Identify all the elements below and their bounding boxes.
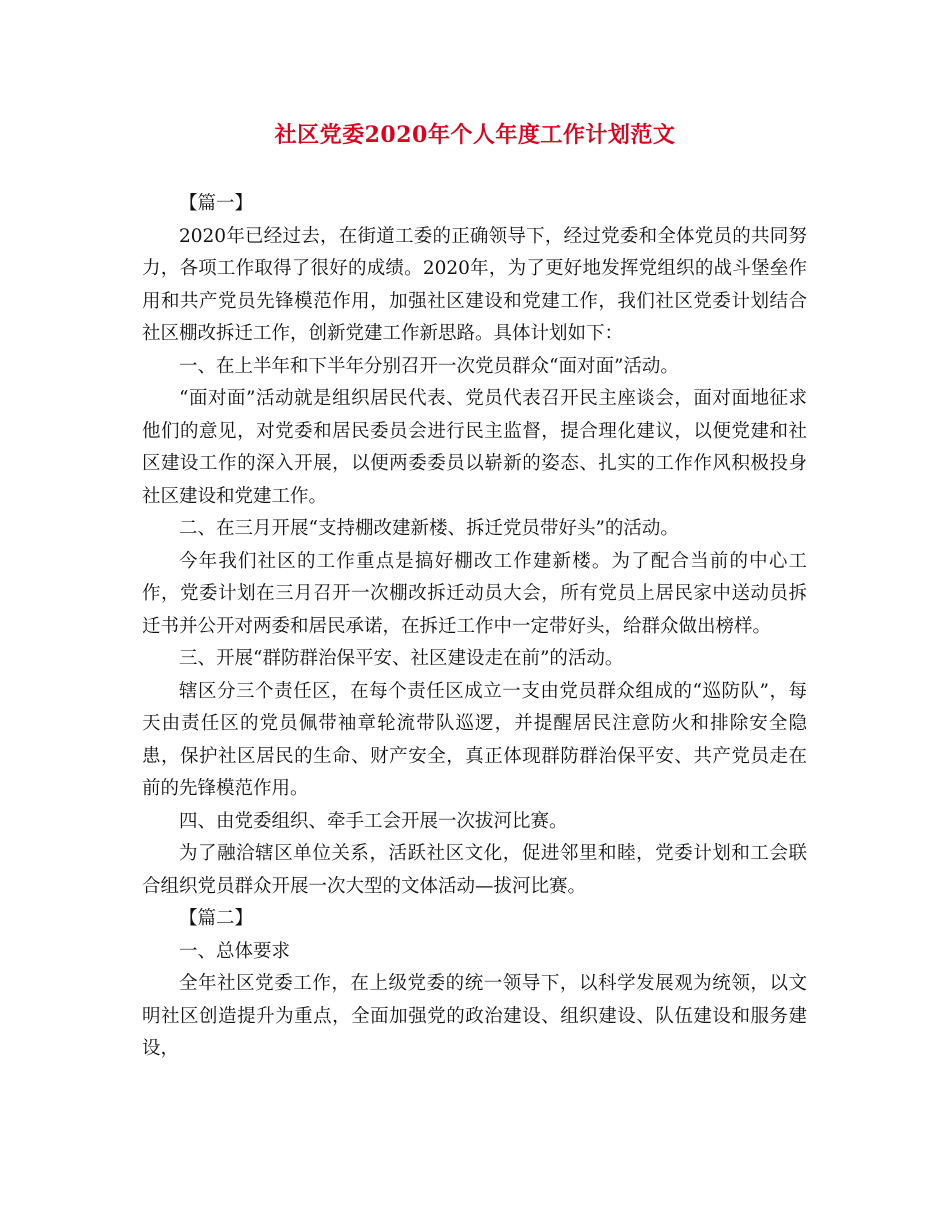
section-heading: 【篇二】	[179, 908, 254, 929]
section-heading: 【篇一】	[179, 193, 254, 214]
list-item-heading: 一、总体要求	[179, 940, 291, 962]
document-title: 社区党委2020年个人年度工作计划范文	[274, 122, 676, 148]
list-item-heading: 一、在上半年和下半年分别召开一次党员群众“面对面”活动。	[179, 355, 679, 377]
document-body	[142, 188, 807, 1066]
list-item-heading: 二、在三月开展“支持棚改建新楼、拆迁党员带好头”的活动。	[179, 518, 679, 539]
list-item-heading: 三、开展“群防群治保平安、社区建设走在前”的活动。	[179, 648, 624, 669]
list-item-heading: 四、由党委组织、牵手工会开展一次拔河比赛。	[179, 810, 568, 832]
paragraph: 全年社区党委工作，在上级党委的统一领导下，以科学发展观为统领，以文明社区创造提升为重点，全面加强党的政治建设、组织建设、队伍建设和服务建设，	[142, 973, 807, 1059]
paragraph: 为了融洽辖区单位关系，活跃社区文化，促进邻里和睦，党委计划和工会联合组织党员群众开展一次大型的文体活动—拔河比赛。	[142, 843, 807, 897]
paragraph: 2020年已经过去，在街道工委的正确领导下，经过党委和全体党员的共同努力，各项工作取得了很好的成绩。2020年，为了更好地发挥党组织的战斗堡垒作用和共产党员先锋模范作用，加强社区建设和党建工作，我们社区党委计划结合社区棚改拆迁工作，创新党建工作新思路。具体计划如下：	[142, 225, 807, 344]
paragraph: “面对面”活动就是组织居民代表、党员代表召开民主座谈会，面对面地征求他们的意见，对党委和居民委员会进行民主监督，提合理化建议，以便党建和社区建设工作的深入开展，以便两委委员以崭新的姿态、扎实的工作作风积极投身社区建设和党建工作。	[142, 388, 807, 507]
paragraph: 辖区分三个责任区，在每个责任区成立一支由党员群众组成的“巡防队”，每天由责任区的党员佩带袖章轮流带队巡逻，并提醒居民注意防火和排除安全隐患，保护社区居民的生命、财产安全，真正体现群防群治保平安、共产党员走在前的先锋模范作用。	[142, 680, 807, 799]
paragraph: 今年我们社区的工作重点是搞好棚改工作建新楼。为了配合当前的中心工作，党委计划在三月召开一次棚改拆迁动员大会，所有党员上居民家中送动员拆迁书并公开对两委和居民承诺，在拆迁工作中一定带好头，给群众做出榜样。	[142, 550, 807, 637]
